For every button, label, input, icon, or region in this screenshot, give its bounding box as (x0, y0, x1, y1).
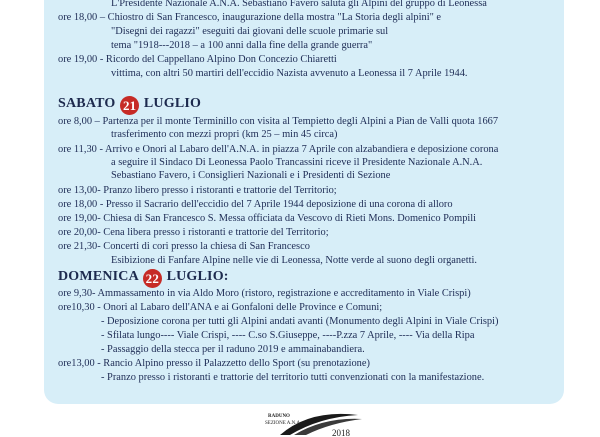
saturday-heading (58, 96, 201, 115)
sunday-line-7: - Pranzo presso i ristoranti e trattorie del territorio tutti convenzionati con la manifestazione. (101, 372, 485, 383)
friday-line-2: ore 18,00 – Chiostro di San Francesco, inaugurazione della mostra "La Storia degli alpini" e (58, 12, 442, 23)
saturday-line-10: ore 21,30- Concerti di cori presso la chiesa di San Francesco (58, 241, 310, 252)
logo-text-sezione: SEZIONE A.N.A. (265, 421, 302, 426)
sunday-date-badge: 22 (143, 269, 162, 288)
saturday-line-6: ore 13,00- Pranzo libero presso i ristoranti e trattorie del Territorio; (58, 185, 337, 196)
logo-text-raduno: RADUNO (268, 414, 290, 419)
sunday-label: DOMENICA (58, 269, 139, 284)
saturday-line-7: ore 18,00 - Presso il Sacrario dell'eccidio del 7 Aprile 1944 deposizione di una corona di alloro (58, 199, 453, 210)
sunday-line-4: - Sfilata lungo---- Viale Crispi, ---- C.so S.Giuseppe, ----P.zza 7 Aprile, ---- Via della Ripa (101, 330, 475, 341)
sunday-line-3: - Deposizione corona per tutti gli Alpini andati avanti (Monumento degli Alpini in Viale Crispi) (101, 316, 499, 327)
saturday-line-2: trasferimento con mezzi propri (km 25 – min 45 circa) (111, 129, 338, 140)
sunday-heading (58, 269, 229, 288)
saturday-line-5: Sebastiano Favero, i Consiglieri Nazionali e i Presidenti di Sezione (111, 170, 391, 181)
saturday-line-4: a seguire il Sindaco Di Leonessa Paolo Trancassini riceve il Presidente Nazionale A.N.A. (111, 157, 483, 168)
saturday-line-11: Esibizione di Fanfare Alpine nelle vie di Leonessa, Notte verde al suono degli organetti. (111, 255, 477, 266)
friday-line-1: L'Presidente Nazionale A.N.A. Sebastiano Favero saluta gli Alpini del gruppo di Leonessa (111, 0, 487, 9)
saturday-line-1: ore 8,00 – Partenza per il monte Terminillo con visita al Tempietto degli Alpini a Pian de Valli quota 1667 (58, 116, 499, 127)
saturday-label: SABATO (58, 96, 116, 111)
sunday-line-5: - Passaggio della stecca per il raduno 2019 e ammainabandiera. (101, 344, 365, 355)
sunday-line-1: ore 9,30- Ammassamento in via Aldo Moro (ristoro, registrazione e accreditamento in Viale Crispi) (58, 288, 471, 299)
friday-line-5: ore 19,00 - Ricordo del Cappellano Alpino Don Concezio Chiaretti (58, 54, 337, 65)
friday-line-3: "Disegni dei ragazzi" eseguiti dai giovani delle scuole primarie sul (111, 26, 389, 37)
friday-line-4: tema "1918---2018 – a 100 anni dalla fine della grande guerra" (111, 40, 373, 51)
sunday-line-2: ore10,30 - Onori al Labaro dell'ANA e ai Gonfaloni delle Province e Comuni; (58, 302, 383, 313)
logo-year: 2018 (332, 428, 350, 437)
saturday-line-9: ore 20,00- Cena libera presso i ristoranti e trattorie del Territorio; (58, 227, 329, 238)
friday-line-6: vittima, con altri 50 martiri dell'eccidio Nazista avvenuto a Leonessa il 7 Aprile 1944. (111, 68, 468, 79)
saturday-line-8: ore 19,00- Chiesa di San Francesco S. Messa officiata da Vescovo di Rieti Mons. Domenico Pompili (58, 213, 477, 224)
sunday-month: LUGLIO: (166, 269, 229, 284)
saturday-line-3: ore 11,30 - Arrivo e Onori al Labaro dell'A.N.A. in piazza 7 Aprile con alzabandiera e deposizione corona (58, 144, 499, 155)
sunday-line-6: ore13,00 - Rancio Alpino presso il Palazzetto dello Sport (su prenotazione) (58, 358, 370, 369)
saturday-date-badge: 21 (120, 96, 139, 115)
saturday-month: LUGLIO (143, 96, 202, 111)
